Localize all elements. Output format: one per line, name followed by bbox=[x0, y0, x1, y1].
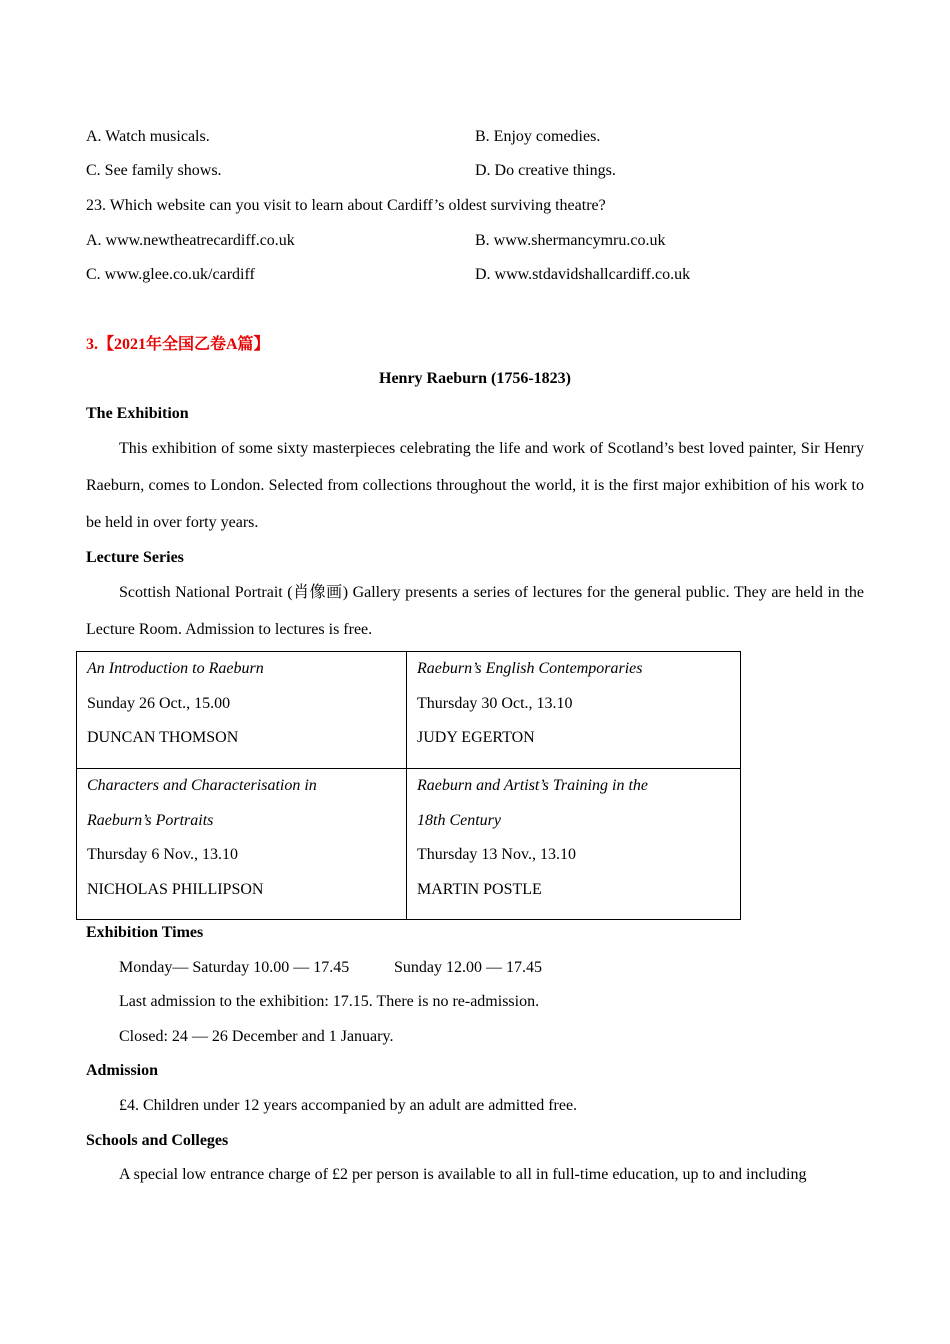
table-row bbox=[77, 769, 741, 920]
lecture-title-cont: 18th Century bbox=[417, 811, 501, 829]
lecture-text: Scottish National Portrait (肖像画) Gallery presents a series of lectures for the general public. They are held in the Lecture Room. Admission to lectures is free. bbox=[86, 584, 864, 638]
exhibition-text: This exhibition of some sixty masterpieces celebrating the life and work of Scotland’s best loved painter, Sir Henry Raeburn, comes to London. Selected from collections throughout the world, it is the first major exhibition of his work to be held in over forty years. bbox=[86, 440, 864, 531]
closed-dates: Closed: 24 — 26 December and 1 January. bbox=[119, 1028, 394, 1045]
lecture-cell bbox=[77, 652, 407, 769]
lecture-paragraph bbox=[86, 574, 864, 648]
times-weekday: Monday— Saturday 10.00 — 17.45 bbox=[119, 959, 350, 976]
admission-text: £4. Children under 12 years accompanied by an adult are admitted free. bbox=[119, 1097, 578, 1114]
lecture-speaker: JUDY EGERTON bbox=[417, 729, 535, 746]
lecture-date: Sunday 26 Oct., 15.00 bbox=[87, 694, 231, 712]
last-admission: Last admission to the exhibition: 17.15. There is no re-admission. bbox=[119, 993, 540, 1010]
exhibition-paragraph bbox=[86, 430, 864, 541]
lecture-title: Raeburn and Artist’s Training in the bbox=[417, 777, 648, 794]
lecture-title: Raeburn’s English Contemporaries bbox=[417, 660, 643, 677]
q22-option-d: D. Do creative things. bbox=[475, 162, 616, 179]
schools-text: A special low entrance charge of £2 per person is available to all in full-time education, up to and including bbox=[119, 1166, 807, 1183]
q23-option-d: D. www.stdavidshallcardiff.co.uk bbox=[475, 266, 691, 283]
table-row bbox=[77, 652, 741, 769]
exhibition-heading: The Exhibition bbox=[86, 405, 189, 422]
schools-heading: Schools and Colleges bbox=[86, 1132, 229, 1149]
lecture-date: Thursday 6 Nov., 13.10 bbox=[87, 846, 238, 863]
lecture-cell bbox=[407, 652, 741, 769]
lecture-cell bbox=[407, 769, 741, 920]
q22-option-c: C. See family shows. bbox=[86, 162, 222, 179]
q22-option-a: A. Watch musicals. bbox=[86, 128, 210, 145]
lecture-title: An Introduction to Raeburn bbox=[87, 660, 264, 677]
lecture-date: Thursday 13 Nov., 13.10 bbox=[417, 846, 576, 863]
q23-option-a: A. www.newtheatrecardiff.co.uk bbox=[86, 232, 295, 249]
lecture-table bbox=[76, 651, 741, 920]
lecture-speaker: NICHOLAS PHILLIPSON bbox=[87, 880, 264, 898]
passage-source: 3.【2021年全国乙卷A篇】 bbox=[86, 336, 270, 353]
q22-option-b: B. Enjoy comedies. bbox=[475, 128, 601, 145]
lecture-speaker: DUNCAN THOMSON bbox=[87, 729, 239, 746]
times-heading: Exhibition Times bbox=[86, 924, 204, 941]
lecture-date: Thursday 30 Oct., 13.10 bbox=[417, 694, 573, 712]
lecture-title: Characters and Characterisation in bbox=[87, 777, 317, 794]
q23-question: 23. Which website can you visit to learn about Cardiff’s oldest surviving theatre? bbox=[86, 197, 606, 214]
q23-option-c: C. www.glee.co.uk/cardiff bbox=[86, 266, 255, 283]
lecture-cell bbox=[77, 769, 407, 920]
admission-heading: Admission bbox=[86, 1062, 159, 1079]
lecture-heading: Lecture Series bbox=[86, 549, 184, 566]
lecture-speaker: MARTIN POSTLE bbox=[417, 880, 542, 898]
passage-title: Henry Raeburn (1756-1823) bbox=[379, 370, 571, 387]
q23-option-b: B. www.shermancymru.co.uk bbox=[475, 232, 666, 249]
lecture-title-cont: Raeburn’s Portraits bbox=[87, 811, 214, 829]
times-sunday: Sunday 12.00 — 17.45 bbox=[394, 959, 542, 976]
